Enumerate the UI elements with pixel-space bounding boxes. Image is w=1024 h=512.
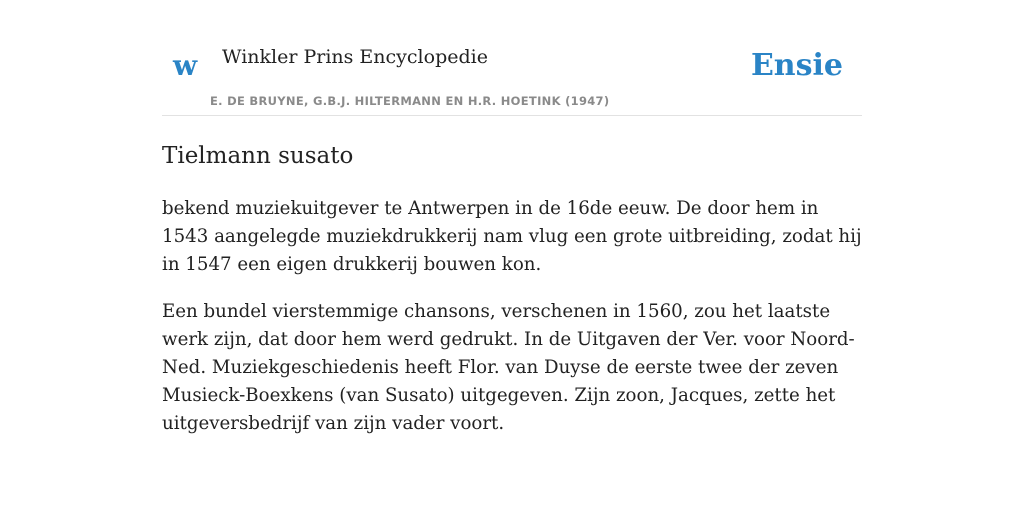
source-authors: E. DE BRUYNE, G.B.J. HILTERMANN EN H.R. HOETINK (1947) xyxy=(210,94,610,108)
source-title: Winkler Prins Encyclopedie xyxy=(222,46,488,68)
ensie-logo-link[interactable]: Ensie xyxy=(750,48,843,83)
page-header xyxy=(162,0,862,116)
entry-title: Tielmann susato xyxy=(162,143,354,169)
entry-paragraph: Een bundel vierstemmige chansons, verschenen in 1560, zou het laatste werk zijn, dat door hem werd gedrukt. In de Uitgaven der Ver. voor Noord-Ned. Muziekgeschiedenis heeft Flor. van Duyse de eerste twee der zeven Musieck-Boexkens (van Susato) uitgegeven. Zijn zoon, Jacques, zette het uitgeversbedrijf van zijn vader voort. xyxy=(162,300,855,434)
entry-body xyxy=(162,195,862,438)
entry-paragraph: bekend muziekuitgever te Antwerpen in de 16de eeuw. De door hem in 1543 aangelegde muziekdrukkerij nam vlug een grote uitbreiding, zodat hij in 1547 een eigen drukkerij bouwen kon. xyxy=(162,197,862,275)
source-logo: w xyxy=(173,49,198,82)
encyclopedia-page xyxy=(162,0,862,438)
